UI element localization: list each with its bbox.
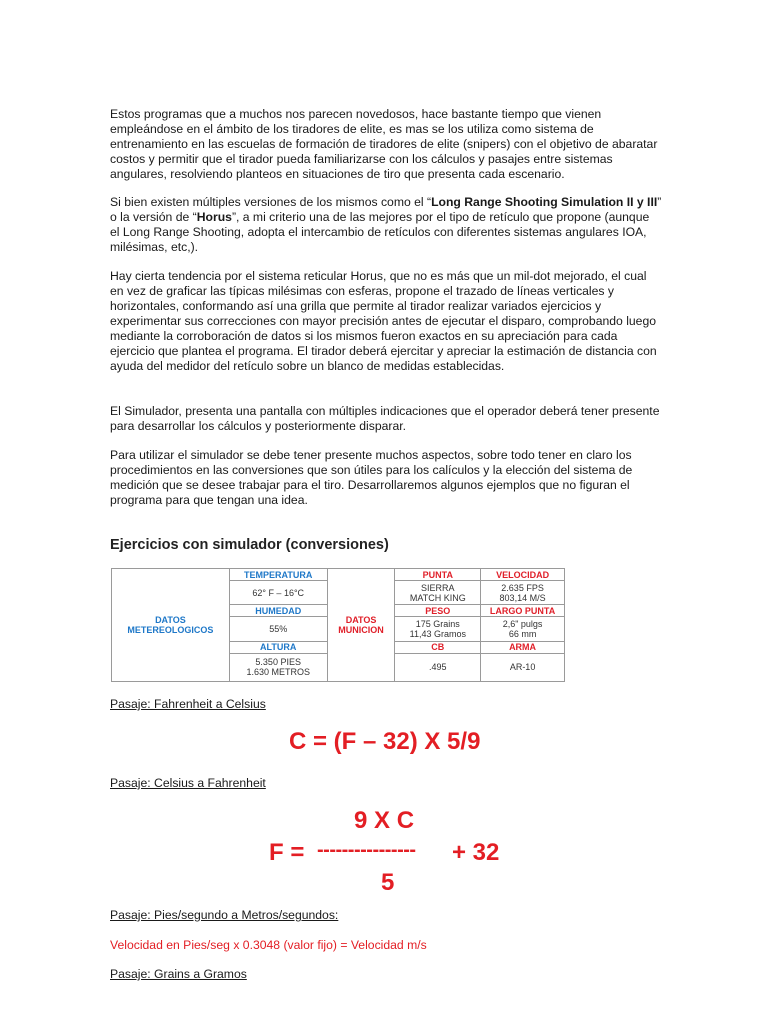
punta-value: SIERRA MATCH KING — [395, 581, 481, 605]
formula-f-to-c: C = (F – 32) X 5/9 — [289, 728, 481, 755]
cb-value: .495 — [395, 653, 481, 681]
caption-c-to-f: Pasaje: Celsius a Fahrenheit — [110, 776, 266, 790]
formula-lhs: F = — [269, 839, 305, 866]
formula-denominator: 5 — [381, 869, 395, 896]
caption-grains-to-grams: Pasaje: Grains a Gramos — [110, 967, 247, 981]
largo-label: LARGO PUNTA — [481, 605, 565, 617]
paragraph-intro: Estos programas que a muchos nos parecen novedosos, hace bastante tiempo que vienen empleándose en el ámbito de los tiradores de elite, es mas se los utiliza como sistema de entrenamiento en las escuelas de formación de tiradores de elite (snipers) con el objetivo de abaratar costos y permitir que el tirador pueda familiarizarse con los cálculos y pasajes entre sistemas angulares, resolviendo planteos en situaciones de tiro que presenta cada escenario. — [110, 107, 658, 181]
formula-rhs: + 32 — [452, 839, 500, 866]
humedad-value: 55% — [229, 617, 327, 641]
velocidad-value: 2.635 FPS 803,14 M/S — [481, 581, 565, 605]
formula-numerator: 9 X C — [354, 807, 415, 834]
cb-label: CB — [395, 641, 481, 653]
data-table — [111, 568, 565, 682]
paragraph-horus: Hay cierta tendencia por el sistema reticular Horus, que no es más que un mil-dot mejorado, el cual en vez de graficar las típicas milésimas con esferas, propone el trazado de líneas verticales y horizontales, conformando así una grilla que permite al tirador realizar variados ejercicios y experimentar sus correcciones con mayor precisión antes de ejecutar el disparo, comprobando luego mediante la corroboración de datos si los mismos fueron exactos en su apreciación para cada ejercicio que plantea el programa. El tirador deberá ejercitar y apreciar la estimación de distancia con ayuda del medidor del retículo sobre un blanco de medidas establecidas. — [110, 269, 657, 373]
paragraph-versions — [110, 195, 662, 255]
velocidad-label: VELOCIDAD — [481, 569, 565, 581]
peso-value: 175 Grains 11,43 Gramos — [395, 617, 481, 641]
arma-label: ARMA — [481, 641, 565, 653]
humedad-label: HUMEDAD — [229, 605, 327, 617]
caption-fps-to-ms: Pasaje: Pies/segundo a Metros/segundos: — [110, 908, 339, 922]
p2-text-e: ”, a mi criterio una de las mejores por el tipo de retículo que propone (aunque el Long Range Shooting, adopta el intercambio de retículos con diferentes sistemas angulares IOA, milésimas, etc,). — [110, 210, 650, 254]
formula-fraction-line: ---------------- — [317, 839, 416, 861]
largo-value: 2,6" pulgs 66 mm — [481, 617, 565, 641]
arma-value: AR-10 — [481, 653, 565, 681]
temperatura-label: TEMPERATURA — [229, 569, 327, 581]
punta-label: PUNTA — [395, 569, 481, 581]
paragraph-simulator: El Simulador, presenta una pantalla con múltiples indicaciones que el operador deberá tener presente para desarrollar los cálculos y posteriormente disparar. — [110, 404, 660, 433]
p2-text-a: Si bien existen múltiples versiones de los mismos como el “ — [110, 195, 432, 209]
caption-f-to-c: Pasaje: Fahrenheit a Celsius — [110, 697, 266, 711]
p2-bold-lrss: Long Range Shooting Simulation II y III — [431, 195, 658, 209]
paragraph-usage: Para utilizar el simulador se debe tener presente muchos aspectos, sobre todo tener en claro los procedimientos en las conversiones que son útiles para los calículos y la elección del sistema de medición que se desee trabajar para el tiro. Desarrollaremos algunos ejemplos que no figuran el programa para que tengan una idea. — [110, 448, 633, 507]
section-title: Ejercicios con simulador (conversiones) — [110, 537, 389, 553]
datos-met-cell: DATOS METEREOLOGICOS — [112, 569, 230, 682]
p2-text-c: ” o la versión de “ — [110, 195, 662, 224]
velocidad-formula-text: Velocidad en Pies/seg x 0.3048 (valor fijo) = Velocidad m/s — [110, 938, 427, 952]
peso-label: PESO — [395, 605, 481, 617]
temperatura-value: 62° F – 16°C — [229, 581, 327, 605]
p2-bold-horus: Horus — [196, 210, 232, 224]
datos-mun-cell: DATOS MUNICION — [327, 569, 395, 682]
altura-label: ALTURA — [229, 641, 327, 653]
altura-value: 5.350 PIES 1.630 METROS — [229, 653, 327, 681]
